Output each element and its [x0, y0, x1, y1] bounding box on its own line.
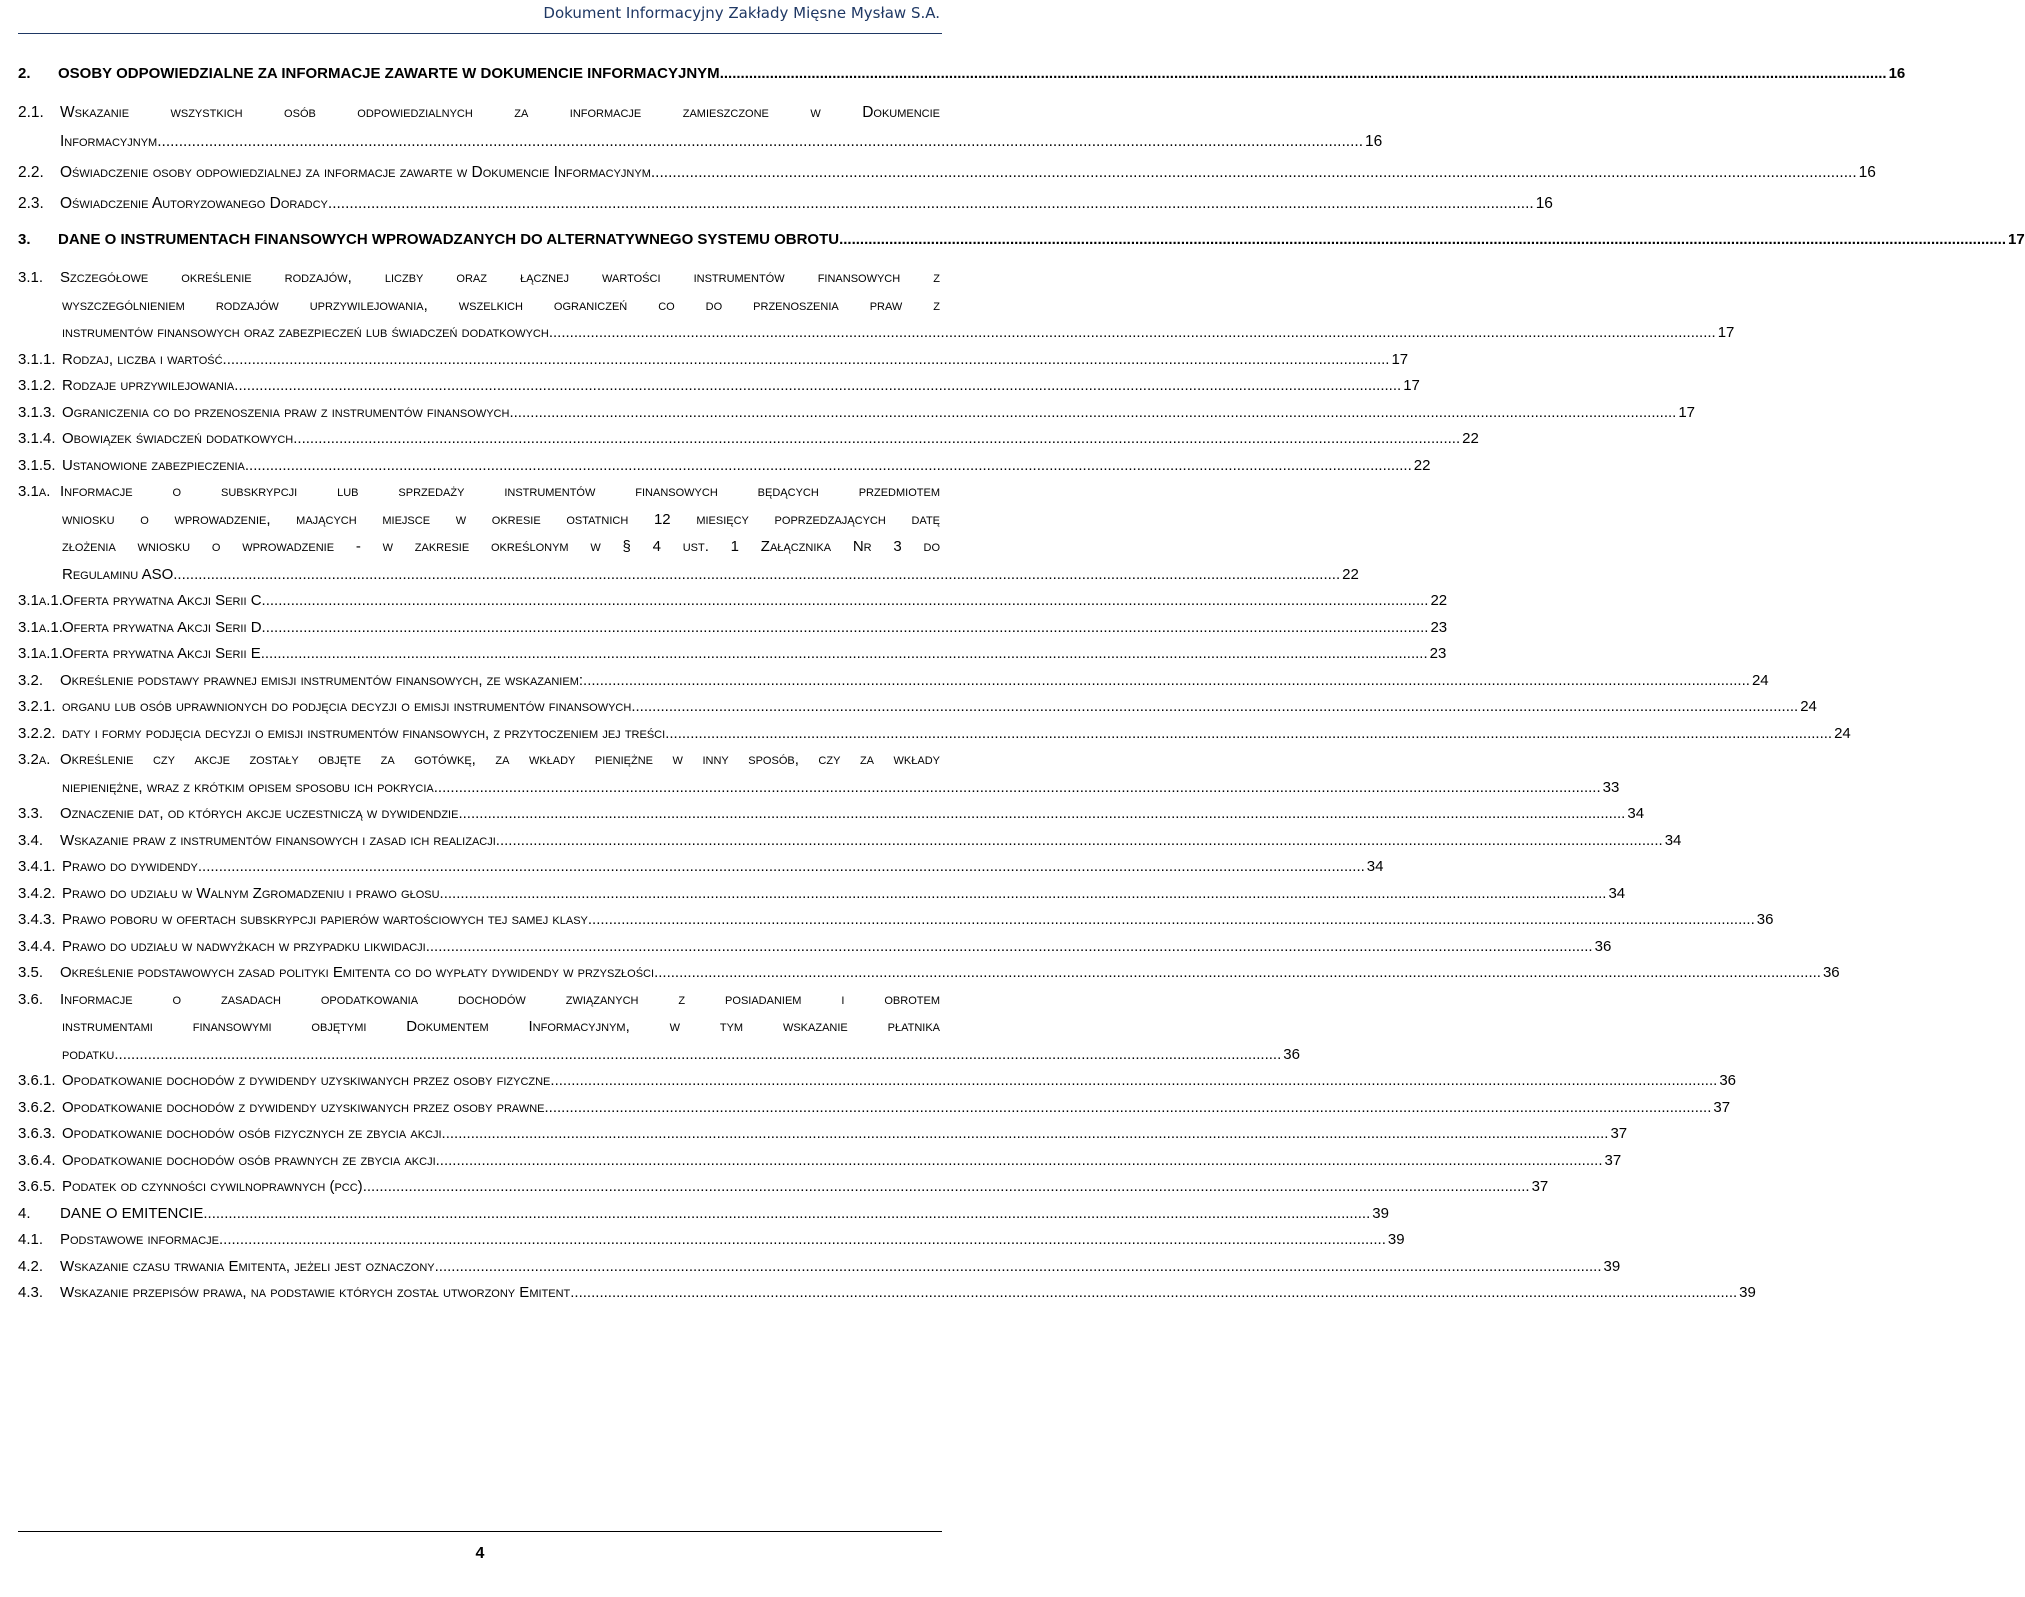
toc-entry-number: 3.6.3. [18, 1125, 56, 1142]
toc-leader-dots [550, 1068, 1717, 1095]
toc-leader-dots [234, 373, 1401, 400]
toc-entry-page: 34 [1366, 858, 1384, 875]
toc-entry[interactable] [18, 934, 1612, 961]
toc-leader-dots [198, 854, 1365, 881]
toc-entry-number: 4.1. [18, 1231, 44, 1248]
toc-entry[interactable] [18, 99, 1383, 156]
toc-leader-dots [262, 615, 1429, 642]
toc-entry-page: 16 [1858, 164, 1876, 181]
toc-entry-title: Oświadczenie Autoryzowanego Doradcy [60, 195, 328, 212]
toc-leader-dots [435, 1254, 1602, 1281]
toc-leader-dots [720, 60, 1887, 88]
toc-entry-title: Informacje o zasadach opodatkowania dochodów związanych z posiadaniem i obrotem [60, 990, 940, 1008]
toc-entry-title: Określenie podstawy prawnej emisji instrumentów finansowych, ze wskazaniem: [60, 671, 584, 689]
toc-leader-dots [458, 801, 1625, 828]
toc-entry[interactable] [18, 400, 1696, 427]
toc-leader-dots [631, 694, 1798, 721]
toc-entry-title: DANE O INSTRUMENTACH FINANSOWYCH WPROWADZANYCH DO ALTERNATYWNEGO SYSTEMU OBROTU [58, 231, 840, 248]
toc-entry-number: 4. [18, 1204, 31, 1222]
toc-entry-title: OSOBY ODPOWIEDZIALNE ZA INFORMACJE ZAWARTE W DOKUMENCIE INFORMACYJNYM [58, 65, 720, 82]
toc-entry-title: Opodatkowanie dochodów osób prawnych ze zbycia akcji [62, 1151, 436, 1169]
toc-entry[interactable] [18, 801, 1645, 828]
toc-entry-title: Podstawowe informacje [60, 1231, 219, 1248]
running-header: Dokument Informacyjny Zakłady Mięsne Mysław S.A. [543, 4, 940, 22]
toc-entry-number: 3.6.2. [18, 1098, 56, 1116]
toc-entry-number: 3.6. [18, 990, 44, 1008]
toc-entry-page: 16 [1365, 133, 1383, 150]
table-of-contents [18, 60, 2025, 1307]
toc-entry[interactable] [18, 1148, 1622, 1175]
toc-entry[interactable] [18, 1095, 1731, 1122]
toc-entry[interactable] [18, 721, 1851, 748]
toc-entry-title: Rodzaje uprzywilejowania [62, 377, 235, 394]
toc-entry-title: Oferta prywatna Akcji Serii E [62, 645, 261, 662]
toc-entry-page: 24 [1751, 671, 1769, 689]
toc-entry-title: Prawo do udziału w nadwyżkach w przypadku likwidacji [62, 937, 426, 955]
toc-entry-title: Informacje o subskrypcji lub sprzedaży instrumentów finansowych będących przedmiotem [60, 483, 940, 500]
toc-entry-page: 17 [2008, 231, 2025, 248]
toc-entry-title: Prawo do dywidendy [62, 858, 198, 875]
toc-entry-number: 3.1.5. [18, 456, 56, 474]
toc-entry-title: Ustanowione zabezpieczenia [62, 456, 245, 474]
toc-leader-dots [509, 400, 1676, 427]
toc-leader-dots [328, 190, 1534, 218]
toc-leader-dots [588, 907, 1755, 934]
toc-entry-number: 3. [18, 231, 31, 248]
toc-entry[interactable] [18, 694, 1817, 721]
toc-entry-number: 3.4.4. [18, 937, 56, 955]
toc-entry[interactable] [18, 641, 1447, 668]
toc-entry-page: 34 [1608, 884, 1626, 902]
toc-entry-page: 39 [1372, 1204, 1389, 1222]
toc-entry-title: Obowiązek świadczeń dodatkowych [62, 430, 294, 447]
toc-entry-title: Opodatkowanie dochodów z dywidendy uzyskiwanych przez osoby fizyczne [62, 1072, 551, 1089]
toc-entry[interactable] [18, 960, 1840, 987]
header-rule [18, 33, 942, 34]
toc-entry-number: 3.1a.1. [18, 645, 63, 662]
toc-entry[interactable] [18, 828, 1682, 855]
toc-entry[interactable] [18, 1227, 1405, 1254]
toc-entry-title: Wskazanie czasu trwania Emitenta, jeżeli jest oznaczony [60, 1257, 435, 1275]
toc-entry-title: Podatek od czynności cywilnoprawnych (pcc) [62, 1178, 363, 1195]
toc-entry-page: 22 [1462, 430, 1479, 447]
toc-entry[interactable] [18, 1068, 1736, 1095]
toc-entry[interactable] [18, 1280, 1756, 1307]
toc-entry-number: 2.3. [18, 195, 44, 212]
toc-entry-page: 22 [1430, 592, 1448, 609]
toc-entry-title-continuation: wniosku o wprowadzenie, mających miejsce w okresie ostatnich 12 miesięcy poprzedzających datę [62, 510, 940, 528]
toc-entry-number: 3.2.2. [18, 724, 56, 742]
toc-entry-page: 36 [1719, 1072, 1736, 1089]
toc-entry-page: 17 [1717, 324, 1735, 341]
toc-leader-dots [651, 159, 1857, 187]
toc-entry-page: 17 [1678, 403, 1696, 421]
toc-entry-page: 16 [1535, 195, 1553, 212]
toc-entry-page: 22 [1413, 456, 1431, 474]
toc-entry-title: Wskazanie przepisów prawa, na podstawie których został utworzony Emitent [60, 1284, 571, 1301]
footer-rule [18, 1531, 942, 1532]
toc-entry-title: organu lub osób uprawnionych do podjęcia decyzji o emisji instrumentów finansowych [62, 698, 632, 715]
toc-leader-dots [440, 881, 1607, 908]
toc-entry[interactable] [18, 987, 1300, 1069]
toc-leader-dots [665, 721, 1832, 748]
toc-entry-number: 3.1.3. [18, 403, 56, 421]
toc-entry-page: 23 [1430, 618, 1448, 636]
toc-entry-number: 3.1.1. [18, 350, 56, 368]
toc-entry[interactable] [18, 854, 1384, 881]
toc-entry-page: 17 [1391, 350, 1409, 368]
toc-entry[interactable] [18, 907, 1774, 934]
toc-entry-number: 4.3. [18, 1284, 44, 1301]
toc-entry-page: 39 [1603, 1257, 1621, 1275]
toc-entry[interactable] [18, 1121, 1628, 1148]
toc-entry[interactable] [18, 373, 1420, 400]
toc-entry-title: Opodatkowanie dochodów osób fizycznych ze zbycia akcji [62, 1125, 442, 1142]
toc-leader-dots [436, 1148, 1603, 1175]
toc-leader-dots [549, 319, 1716, 347]
toc-entry-title: Wskazanie praw z instrumentów finansowych i zasad ich realizacji [60, 831, 496, 849]
toc-entry-page: 16 [1888, 65, 1906, 82]
toc-entry[interactable] [18, 1254, 1621, 1281]
toc-entry[interactable] [18, 668, 1769, 695]
toc-entry-page: 24 [1834, 724, 1851, 742]
toc-entry-title: Oferta prywatna Akcji Serii D [62, 618, 262, 636]
toc-entry-title-continuation: Informacyjnym [60, 133, 158, 150]
toc-entry[interactable] [18, 159, 1876, 187]
toc-entry-number: 3.2.1. [18, 698, 56, 715]
toc-entry-page: 34 [1627, 805, 1645, 822]
toc-entry-page: 36 [1822, 964, 1840, 981]
toc-entry-page: 37 [1604, 1151, 1622, 1169]
toc-entry[interactable] [18, 881, 1626, 908]
toc-entry-number: 3.4.2. [18, 884, 56, 902]
toc-entry[interactable] [18, 747, 1620, 801]
toc-entry-page: 22 [1342, 565, 1359, 583]
toc-entry-page: 37 [1610, 1125, 1628, 1142]
toc-entry-number: 4.2. [18, 1257, 44, 1275]
toc-leader-dots [173, 561, 1340, 589]
toc-entry-number: 3.4.1. [18, 858, 56, 875]
toc-entry[interactable] [18, 347, 1409, 374]
toc-leader-dots [434, 774, 1601, 802]
toc-entry[interactable] [18, 60, 1906, 88]
toc-entry-page: 37 [1531, 1178, 1549, 1195]
toc-entry-title: Określenie czy akcje zostały objęte za gotówkę, za wkłady pieniężne w inny sposób, czy za wkłady [60, 751, 940, 768]
toc-entry-number: 3.6.5. [18, 1178, 56, 1195]
toc-entry[interactable] [18, 453, 1431, 480]
toc-leader-dots [570, 1280, 1737, 1307]
toc-entry-number: 3.2a. [18, 751, 51, 768]
toc-leader-dots [442, 1121, 1609, 1148]
toc-entry-number: 3.1.4. [18, 430, 56, 447]
toc-entry-title-continuation: wyszczególnieniem rodzajów uprzywilejowania, wszelkich ograniczeń co do przenoszenia praw z [62, 296, 940, 314]
toc-entry-number: 3.1a.1. [18, 592, 63, 609]
toc-leader-dots [245, 453, 1412, 480]
toc-leader-dots [426, 934, 1593, 961]
toc-leader-dots [262, 588, 1429, 615]
toc-entry-page: 36 [1283, 1045, 1300, 1063]
toc-leader-dots [496, 828, 1663, 855]
page-number: 4 [475, 1545, 485, 1562]
toc-entry-title-continuation: instrumentami finansowymi objętymi Dokumentem Informacyjnym, w tym wskazanie płatnika [62, 1018, 940, 1035]
toc-entry-number: 3.1.2. [18, 377, 56, 394]
toc-entry-number: 3.6.4. [18, 1151, 56, 1169]
toc-entry-page: 39 [1739, 1284, 1756, 1301]
toc-leader-dots [363, 1174, 1530, 1201]
toc-leader-dots [203, 1201, 1370, 1228]
toc-entry-page: 36 [1756, 911, 1774, 928]
toc-leader-dots [219, 1227, 1386, 1254]
toc-entry-number: 3.5. [18, 964, 44, 981]
toc-entry-page: 37 [1713, 1098, 1731, 1116]
toc-entry-title: Oświadczenie osoby odpowiedzialnej za informacje zawarte w Dokumencie Informacyjnym [60, 164, 651, 181]
toc-entry-page: 39 [1387, 1231, 1405, 1248]
toc-entry-title: Ograniczenia co do przenoszenia praw z instrumentów finansowych [62, 403, 510, 421]
toc-leader-dots [293, 426, 1460, 453]
toc-entry-page: 23 [1429, 645, 1447, 662]
toc-entry-title: DANE O EMITENCIE [60, 1204, 204, 1222]
toc-entry[interactable] [18, 1174, 1549, 1201]
toc-entry-page: 36 [1594, 937, 1612, 955]
toc-entry-title: Oferta prywatna Akcji Serii C [62, 592, 262, 609]
toc-leader-dots [114, 1041, 1281, 1069]
toc-leader-dots [223, 347, 1390, 374]
toc-entry-title: daty i formy podjęcia decyzji o emisji instrumentów finansowych, z przytoczeniem jej treści [62, 724, 666, 742]
toc-entry-page: 24 [1800, 698, 1817, 715]
toc-entry[interactable] [18, 226, 2025, 254]
toc-entry-title: Wskazanie wszystkich osób odpowiedzialnych za informacje zamieszczone w Dokumencie [60, 104, 940, 121]
toc-entry-number: 3.4. [18, 831, 44, 849]
toc-entry-number: 2. [18, 65, 31, 82]
toc-entry-title-continuation: Regulaminu ASO [62, 565, 174, 583]
toc-entry-title: Szczegółowe określenie rodzajów, liczby oraz łącznej wartości instrumentów finansowych z [60, 269, 940, 286]
toc-entry[interactable] [18, 479, 1359, 588]
toc-entry-title-continuation: podatku [62, 1045, 115, 1063]
toc-entry[interactable] [18, 615, 1448, 642]
toc-entry-title: Oznaczenie dat, od których akcje uczestniczą w dywidendzie [60, 805, 459, 822]
toc-entry-number: 3.6.1. [18, 1072, 56, 1089]
toc-entry[interactable] [18, 588, 1448, 615]
toc-entry[interactable] [18, 426, 1479, 453]
toc-entry-title-continuation: instrumentów finansowych oraz zabezpieczeń lub świadczeń dodatkowych [62, 324, 549, 341]
toc-entry-number: 3.1a. [18, 483, 51, 500]
toc-entry-title: Rodzaj, liczba i wartość [62, 350, 223, 368]
toc-entry-number: 3.1a.1. [18, 618, 63, 636]
toc-entry-number: 3.1. [18, 269, 44, 286]
toc-entry-title-continuation: złożenia wniosku o wprowadzenie - w zakresie określonym w § 4 ust. 1 Załącznika Nr 3 do [62, 538, 940, 555]
toc-entry-title: Określenie podstawowych zasad polityki Emitenta co do wypłaty dywidendy w przyszłości [60, 964, 655, 981]
toc-entry-title: Prawo poboru w ofertach subskrypcji papierów wartościowych tej samej klasy [62, 911, 588, 928]
toc-entry[interactable] [18, 265, 1735, 347]
toc-entry[interactable] [18, 1201, 1389, 1228]
toc-entry[interactable] [18, 190, 1553, 218]
toc-entry-number: 2.2. [18, 164, 44, 181]
toc-entry-number: 3.4.3. [18, 911, 56, 928]
toc-entry-page: 33 [1602, 778, 1620, 796]
toc-entry-page: 34 [1664, 831, 1682, 849]
toc-entry-page: 17 [1403, 377, 1420, 394]
toc-leader-dots [583, 668, 1750, 695]
toc-entry-title-continuation: niepieniężne, wraz z krótkim opisem sposobu ich pokrycia [62, 778, 434, 796]
toc-entry-number: 2.1. [18, 104, 44, 121]
toc-leader-dots [839, 226, 2006, 254]
toc-entry-title: Opodatkowanie dochodów z dywidendy uzyskiwanych przez osoby prawne [62, 1098, 545, 1116]
toc-entry-number: 3.2. [18, 671, 44, 689]
toc-leader-dots [261, 641, 1428, 668]
toc-entry-title: Prawo do udziału w Walnym Zgromadzeniu i prawo głosu [62, 884, 440, 902]
toc-leader-dots [654, 960, 1821, 987]
toc-leader-dots [545, 1095, 1712, 1122]
toc-leader-dots [157, 127, 1363, 156]
toc-entry-number: 3.3. [18, 805, 44, 822]
